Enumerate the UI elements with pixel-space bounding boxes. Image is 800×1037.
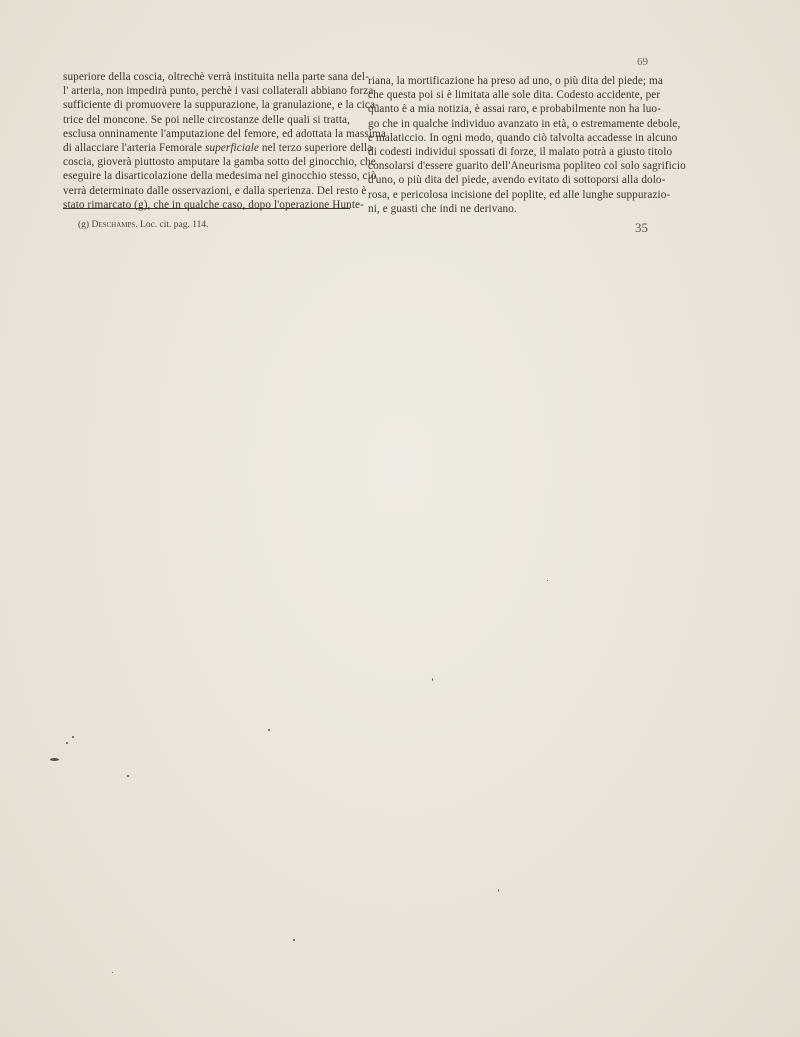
text-line: sufficiente di promuovere la suppurazione, la granulazione, e la cica- [63, 99, 379, 112]
text-line: riana, la mortificazione ha preso ad uno, o più dita del piede; ma [368, 75, 663, 87]
footnote-author: Deschamps [91, 220, 136, 230]
paper-speck [432, 678, 433, 681]
left-text-column [63, 70, 386, 212]
paper-speck [293, 939, 295, 941]
text-line: go che in qualche individuo avanzato in età, o estremamente debole, [368, 117, 681, 130]
text-line: trice del moncone. Se poi nelle circostanze delle quali si tratta, [63, 113, 350, 126]
text-line: esclusa onninamente l'amputazione del femore, ed adottata la massima [63, 127, 386, 140]
text-line: consolarsi d'essere guarito dell'Aneurisma popliteo col solo sagrificio [368, 160, 686, 173]
text-line: ni, e guasti che indi ne derivano. [368, 202, 517, 215]
paper-speck [127, 775, 129, 777]
text-line: di codesti individui spossati di forze, il malato potrà a giusto titolo [368, 146, 673, 159]
paper-speck [268, 729, 270, 731]
text-line: coscia, gioverà piuttosto amputare la gamba sotto del ginocchio, che [63, 156, 376, 169]
text-line: l' arteria, non impedirà punto, perchè i vasi collaterali abbiano forza [63, 85, 374, 98]
text-line: quanto è a mia notizia, è assai raro, e probabilmente non ha luo- [368, 103, 661, 116]
text-line: eseguire la disarticolazione della medesima nel ginocchio stesso, ciò [63, 170, 377, 183]
footnote-rule [63, 208, 350, 209]
paper-speck [547, 580, 548, 581]
text-line: rosa, e pericolosa incisione del poplite, ed alle lunghe suppurazio- [368, 188, 671, 201]
text-line: che questa poi si è limitata alle sole dita. Codesto accidente, per [368, 89, 661, 102]
paper-speck [66, 742, 68, 744]
footnote-marker: (g) [78, 220, 90, 230]
paper-speck [72, 736, 74, 738]
text-line: superiore della coscia, oltrechè verrà instituita nella parte sana del- [63, 71, 369, 83]
page-number: 69 [637, 56, 648, 68]
footnote [78, 220, 209, 230]
paper-speck [50, 758, 59, 761]
text-line: d'uno, o più dita del piede, avendo evitato di sottoporsi alla dolo- [368, 174, 666, 187]
right-text-column [368, 74, 686, 216]
signature-mark: 35 [635, 220, 648, 235]
text-line-with-italic [63, 141, 373, 155]
footnote-reference: . Loc. cit. pag. 114. [135, 220, 209, 230]
text-segment: di allacciare l'arteria Femorale [63, 142, 203, 155]
text-segment: nel terzo superiore della [261, 142, 373, 155]
paper-speck [498, 889, 499, 892]
paper-speck [112, 972, 113, 973]
italic-term: superficiale [204, 142, 260, 155]
text-line: stato rimarcato (g), che in qualche caso, dopo l'operazione Hunte- [63, 198, 364, 211]
text-line: e malaticcio. In ogni modo, quando ciò talvolta accadesse in alcuno [368, 131, 678, 144]
text-line: verrà determinato dalle osservazioni, e dalla sperienza. Del resto è [63, 184, 367, 197]
